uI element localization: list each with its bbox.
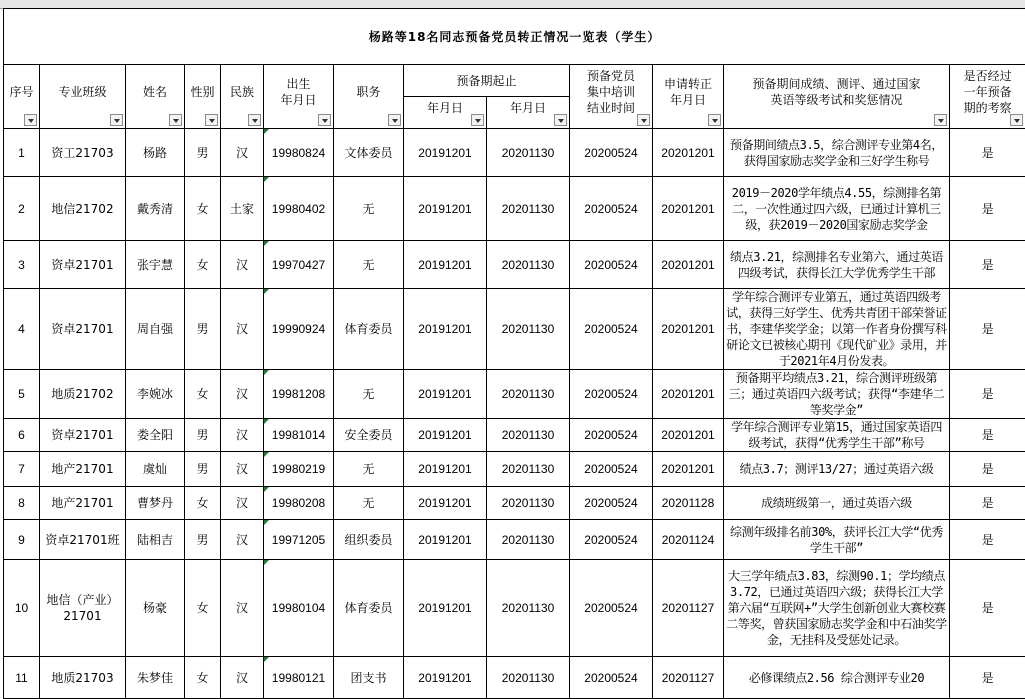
cell-ethnic[interactable]: 汉 [221, 520, 264, 560]
cell-period-start[interactable]: 20191201 [404, 289, 487, 370]
header-passed: 是否经过 一年预备 期的考察 [950, 65, 1025, 129]
cell-gender[interactable]: 女 [185, 370, 221, 419]
table-row [4, 370, 1025, 419]
cell-class[interactable]: 地信21702 [40, 177, 126, 241]
cell-name[interactable]: 陆相吉 [126, 520, 185, 560]
cell-name[interactable]: 戴秀清 [126, 177, 185, 241]
cell-performance[interactable]: 综测年级排名前30%，获评长江大学“优秀学生干部” [724, 520, 950, 560]
cell-period-end[interactable]: 20201130 [487, 419, 570, 452]
roster-table [3, 8, 1025, 699]
cell-ethnic[interactable]: 汉 [221, 452, 264, 487]
cell-gender[interactable]: 男 [185, 289, 221, 370]
cell-position[interactable]: 文体委员 [334, 129, 404, 177]
cell-period-end[interactable]: 20201130 [487, 177, 570, 241]
page-title: 杨路等18名同志预备党员转正情况一览表（学生） [4, 9, 1025, 65]
cell-position[interactable]: 组织委员 [334, 520, 404, 560]
cell-class[interactable]: 资卓21701 [40, 289, 126, 370]
table-row [4, 487, 1025, 520]
filter-dropdown-icon[interactable] [205, 114, 218, 126]
filter-dropdown-icon[interactable] [24, 114, 37, 126]
cell-period-end[interactable]: 20201130 [487, 520, 570, 560]
cell-name[interactable]: 曹梦丹 [126, 487, 185, 520]
filter-dropdown-icon[interactable] [248, 114, 261, 126]
cell-birth[interactable]: 19980208 [264, 487, 334, 520]
cell-training-date[interactable]: 20200524 [570, 289, 653, 370]
cell-class[interactable]: 资工21703 [40, 129, 126, 177]
cell-birth[interactable]: 19980824 [264, 129, 334, 177]
cell-ethnic[interactable]: 土家 [221, 177, 264, 241]
cell-class[interactable]: 资卓21701 [40, 241, 126, 289]
cell-birth[interactable]: 19971205 [264, 520, 334, 560]
cell-apply-date[interactable]: 20201128 [653, 487, 724, 520]
cell-birth[interactable]: 19970427 [264, 241, 334, 289]
cell-gender[interactable]: 男 [185, 129, 221, 177]
cell-apply-date[interactable]: 20201201 [653, 241, 724, 289]
cell-birth[interactable]: 19981014 [264, 419, 334, 452]
cell-period-start[interactable]: 20191201 [404, 177, 487, 241]
header-performance: 预备期间成绩、测评、通过国家 英语等级考试和奖惩情况 [724, 65, 950, 129]
cell-training-date[interactable]: 20200524 [570, 419, 653, 452]
cell-position[interactable]: 体育委员 [334, 289, 404, 370]
cell-period-end[interactable]: 20201130 [487, 241, 570, 289]
table-row [4, 419, 1025, 452]
table-row [4, 657, 1025, 699]
filter-dropdown-icon[interactable] [554, 114, 567, 126]
filter-dropdown-icon[interactable] [388, 114, 401, 126]
cell-passed[interactable]: 是 [950, 419, 1025, 452]
cell-birth[interactable]: 19981208 [264, 370, 334, 419]
cell-name[interactable]: 虞灿 [126, 452, 185, 487]
cell-period-end[interactable]: 20201130 [487, 487, 570, 520]
cell-class[interactable]: 资卓21701班 [40, 520, 126, 560]
cell-ethnic[interactable]: 汉 [221, 241, 264, 289]
cell-class[interactable]: 地信（产业）21701 [40, 560, 126, 657]
table-row [4, 241, 1025, 289]
cell-apply-date[interactable]: 20201201 [653, 289, 724, 370]
cell-position[interactable]: 无 [334, 177, 404, 241]
cell-passed[interactable]: 是 [950, 560, 1025, 657]
cell-birth[interactable]: 19980121 [264, 657, 334, 699]
cell-ethnic[interactable]: 汉 [221, 129, 264, 177]
cell-period-end[interactable]: 20201130 [487, 452, 570, 487]
cell-performance[interactable]: 绩点3.7；测评13/27；通过英语六级 [724, 452, 950, 487]
table-row [4, 289, 1025, 370]
cell-gender[interactable]: 男 [185, 452, 221, 487]
cell-period-end[interactable]: 20201130 [487, 560, 570, 657]
filter-dropdown-icon[interactable] [1010, 114, 1023, 126]
cell-training-date[interactable]: 20200524 [570, 370, 653, 419]
cell-class[interactable]: 地产21701 [40, 452, 126, 487]
filter-dropdown-icon[interactable] [471, 114, 484, 126]
cell-period-end[interactable]: 20201130 [487, 129, 570, 177]
cell-training-date[interactable]: 20200524 [570, 177, 653, 241]
header-name: 姓名 [126, 65, 185, 129]
header-apply: 申请转正 年月日 [653, 65, 724, 129]
cell-passed[interactable]: 是 [950, 487, 1025, 520]
cell-training-date[interactable]: 20200524 [570, 487, 653, 520]
cell-performance[interactable]: 预备期平均绩点3.21，综合测评班级第三；通过英语四六级考试；获得“李建华二等奖学金” [724, 370, 950, 419]
cell-period-end[interactable]: 20201130 [487, 289, 570, 370]
cell-apply-date[interactable]: 20201201 [653, 452, 724, 487]
table-row [4, 129, 1025, 177]
cell-apply-date[interactable]: 20201127 [653, 657, 724, 699]
cell-apply-date[interactable]: 20201201 [653, 419, 724, 452]
header-period-start: 年月日 [404, 97, 487, 129]
filter-dropdown-icon[interactable] [637, 114, 650, 126]
cell-class[interactable]: 地产21701 [40, 487, 126, 520]
cell-seq[interactable]: 8 [4, 487, 40, 520]
cell-passed[interactable]: 是 [950, 370, 1025, 419]
cell-training-date[interactable]: 20200524 [570, 241, 653, 289]
cell-passed[interactable]: 是 [950, 520, 1025, 560]
cell-performance[interactable]: 学年综合测评专业第五，通过英语四级考试，获得三好学生、优秀共青团干部荣誉证书，李建华奖学金；以第一作者身份撰写科研论文已被核心期刊《现代矿业》录用，并于2021年4月份发表。 [724, 289, 950, 370]
cell-passed[interactable]: 是 [950, 289, 1025, 370]
cell-name[interactable]: 周自强 [126, 289, 185, 370]
cell-gender[interactable]: 女 [185, 560, 221, 657]
cell-seq[interactable]: 11 [4, 657, 40, 699]
cell-birth[interactable]: 19980402 [264, 177, 334, 241]
cell-ethnic[interactable]: 汉 [221, 487, 264, 520]
cell-performance[interactable]: 绩点3.21，综测排名专业第六，通过英语四级考试，获得长江大学优秀学生干部 [724, 241, 950, 289]
filter-dropdown-icon[interactable] [934, 114, 947, 126]
cell-name[interactable]: 杨路 [126, 129, 185, 177]
cell-position[interactable]: 团支书 [334, 657, 404, 699]
cell-ethnic[interactable]: 汉 [221, 370, 264, 419]
cell-performance[interactable]: 大三学年绩点3.83，综测90.1；学均绩点3.72，已通过英语四六级；获得长江大学第六届“互联网+”大学生创新创业大赛校赛二等奖，曾获国家励志奖学金和中石油奖学金，无挂科及受惩处记录。 [724, 560, 950, 657]
cell-performance[interactable]: 成绩班级第一，通过英语六级 [724, 487, 950, 520]
cell-performance[interactable]: 学年综合测评专业第15，通过国家英语四级考试，获得“优秀学生干部”称号 [724, 419, 950, 452]
cell-name[interactable]: 李婉冰 [126, 370, 185, 419]
cell-performance[interactable]: 2019－2020学年绩点4.55，综测排名第二，一次性通过四六级，已通过计算机三级，获2019－2020国家励志奖学金 [724, 177, 950, 241]
cell-gender[interactable]: 女 [185, 177, 221, 241]
cell-apply-date[interactable]: 20201124 [653, 520, 724, 560]
table-row [4, 560, 1025, 657]
cell-period-end[interactable]: 20201130 [487, 657, 570, 699]
cell-apply-date[interactable]: 20201127 [653, 560, 724, 657]
cell-position[interactable]: 无 [334, 370, 404, 419]
cell-period-start[interactable]: 20191201 [404, 487, 487, 520]
filter-dropdown-icon[interactable] [169, 114, 182, 126]
cell-training-date[interactable]: 20200524 [570, 657, 653, 699]
header-class: 专业班级 [40, 65, 126, 129]
cell-position[interactable]: 无 [334, 452, 404, 487]
cell-period-start[interactable]: 20191201 [404, 560, 487, 657]
cell-gender[interactable]: 女 [185, 241, 221, 289]
cell-training-date[interactable]: 20200524 [570, 560, 653, 657]
header-period: 预备期起止 [404, 65, 570, 97]
header-position: 职务 [334, 65, 404, 129]
cell-seq[interactable]: 4 [4, 289, 40, 370]
cell-name[interactable]: 朱梦佳 [126, 657, 185, 699]
cell-class[interactable]: 资卓21701 [40, 419, 126, 452]
header-birth: 出生 年月日 [264, 65, 334, 129]
cell-period-start[interactable]: 20191201 [404, 370, 487, 419]
cell-apply-date[interactable]: 20201201 [653, 129, 724, 177]
filter-dropdown-icon[interactable] [318, 114, 331, 126]
header-training: 预备党员 集中培训 结业时间 [570, 65, 653, 129]
cell-position[interactable]: 无 [334, 241, 404, 289]
cell-position[interactable]: 无 [334, 487, 404, 520]
cell-seq[interactable]: 3 [4, 241, 40, 289]
table-row [4, 520, 1025, 560]
cell-ethnic[interactable]: 汉 [221, 657, 264, 699]
cell-gender[interactable]: 男 [185, 520, 221, 560]
cell-seq[interactable]: 5 [4, 370, 40, 419]
cell-training-date[interactable]: 20200524 [570, 129, 653, 177]
cell-passed[interactable]: 是 [950, 657, 1025, 699]
cell-gender[interactable]: 女 [185, 657, 221, 699]
cell-performance[interactable]: 必修课绩点2.56 综合测评专业20 [724, 657, 950, 699]
cell-class[interactable]: 地质21702 [40, 370, 126, 419]
cell-name[interactable]: 张宇慧 [126, 241, 185, 289]
cell-birth[interactable]: 19980219 [264, 452, 334, 487]
cell-passed[interactable]: 是 [950, 452, 1025, 487]
cell-seq[interactable]: 9 [4, 520, 40, 560]
cell-seq[interactable]: 6 [4, 419, 40, 452]
cell-position[interactable]: 体育委员 [334, 560, 404, 657]
cell-period-end[interactable]: 20201130 [487, 370, 570, 419]
cell-period-start[interactable]: 20191201 [404, 241, 487, 289]
cell-period-start[interactable]: 20191201 [404, 520, 487, 560]
cell-passed[interactable]: 是 [950, 177, 1025, 241]
cell-period-start[interactable]: 20191201 [404, 657, 487, 699]
table-row [4, 452, 1025, 487]
cell-seq[interactable]: 7 [4, 452, 40, 487]
cell-training-date[interactable]: 20200524 [570, 452, 653, 487]
cell-birth[interactable]: 19990924 [264, 289, 334, 370]
cell-period-start[interactable]: 20191201 [404, 419, 487, 452]
cell-apply-date[interactable]: 20201201 [653, 370, 724, 419]
cell-name[interactable]: 娄全阳 [126, 419, 185, 452]
cell-ethnic[interactable]: 汉 [221, 289, 264, 370]
cell-period-start[interactable]: 20191201 [404, 129, 487, 177]
cell-gender[interactable]: 女 [185, 487, 221, 520]
cell-gender[interactable]: 男 [185, 419, 221, 452]
cell-seq[interactable]: 10 [4, 560, 40, 657]
header-seq: 序号 [4, 65, 40, 129]
table-row [4, 177, 1025, 241]
cell-seq[interactable]: 1 [4, 129, 40, 177]
cell-class[interactable]: 地质21703 [40, 657, 126, 699]
cell-ethnic[interactable]: 汉 [221, 419, 264, 452]
header-period-end: 年月日 [487, 97, 570, 129]
cell-training-date[interactable]: 20200524 [570, 520, 653, 560]
cell-birth[interactable]: 19980104 [264, 560, 334, 657]
cell-passed[interactable]: 是 [950, 129, 1025, 177]
cell-name[interactable]: 杨豪 [126, 560, 185, 657]
filter-dropdown-icon[interactable] [708, 114, 721, 126]
cell-seq[interactable]: 2 [4, 177, 40, 241]
cell-period-start[interactable]: 20191201 [404, 452, 487, 487]
cell-passed[interactable]: 是 [950, 241, 1025, 289]
cell-apply-date[interactable]: 20201201 [653, 177, 724, 241]
header-ethnic: 民族 [221, 65, 264, 129]
cell-position[interactable]: 安全委员 [334, 419, 404, 452]
filter-dropdown-icon[interactable] [110, 114, 123, 126]
header-gender: 性别 [185, 65, 221, 129]
cell-performance[interactable]: 预备期间绩点3.5，综合测评专业第4名，获得国家励志奖学金和三好学生称号 [724, 129, 950, 177]
cell-ethnic[interactable]: 汉 [221, 560, 264, 657]
